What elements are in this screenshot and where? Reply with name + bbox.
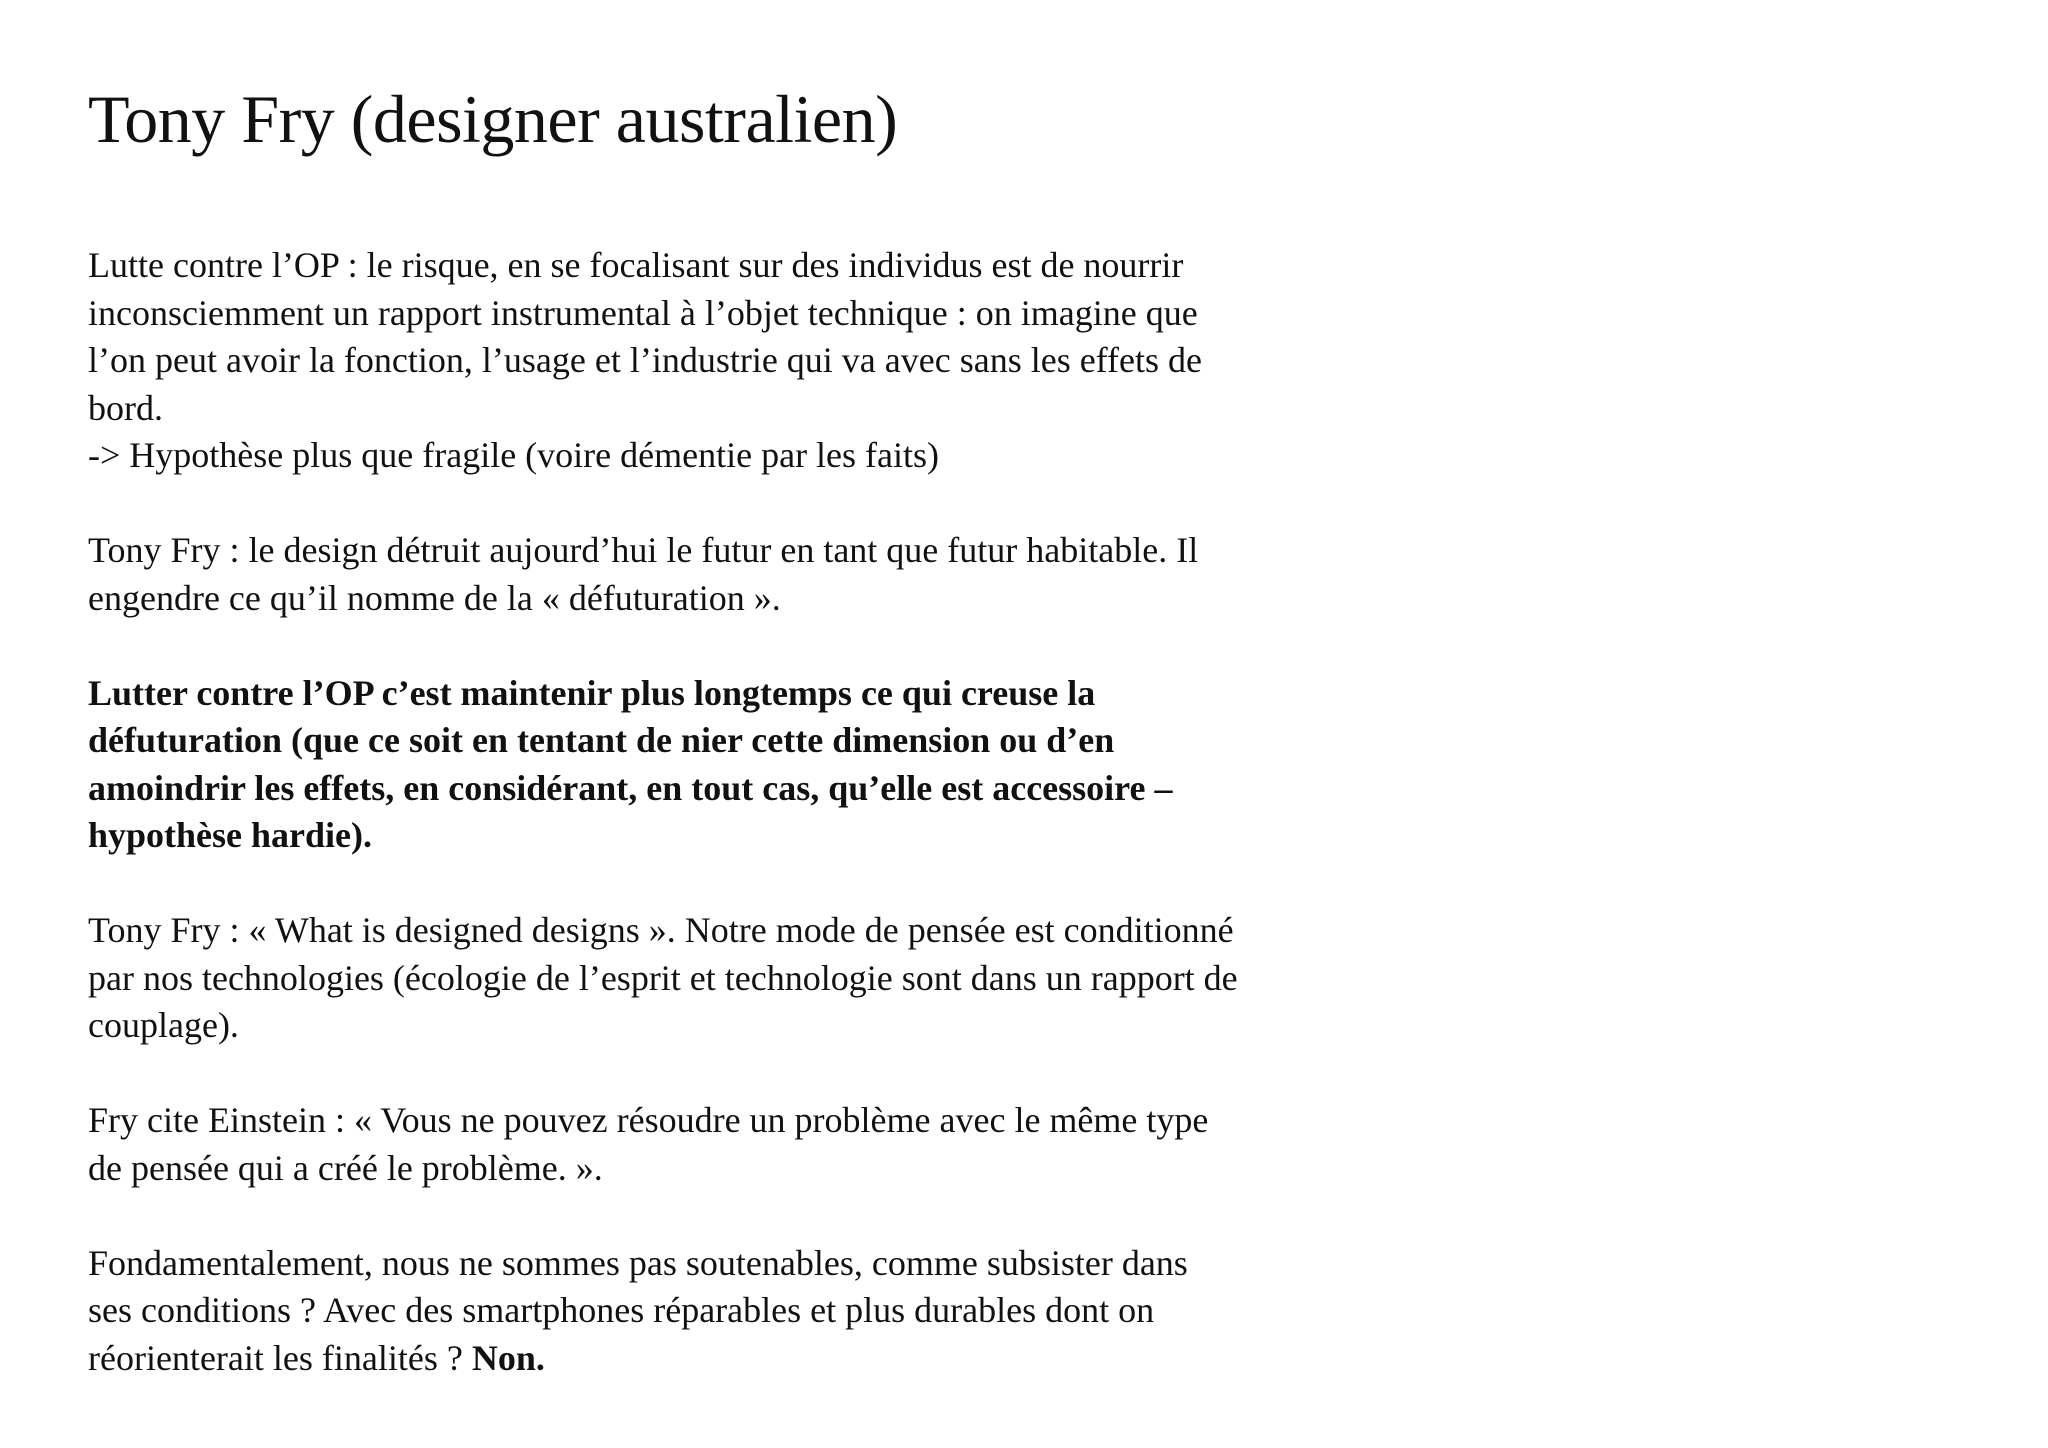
text-line: Fondamentalement, nous ne sommes pas soutenables, comme subsister dans [88,1242,1188,1283]
emphasis-answer: Non. [471,1337,545,1378]
text-line-with-emphasis [88,1335,1378,1383]
text-line: hypothèse hardie). [88,815,373,855]
text-line: Lutter contre l’OP c’est maintenir plus longtemps ce qui creuse la [88,672,1096,713]
text-line: inconsciemment un rapport instrumental à l’objet technique : on imagine que [88,292,1198,333]
text-line: réorienterait les finalités ? [88,1337,463,1378]
text-line: engendre ce qu’il nomme de la « défuturation ». [88,577,781,618]
page-title: Tony Fry (designer australien) [88,81,898,157]
text-line: Lutte contre l’OP : le risque, en se focalisant sur des individus est de nourrir [88,245,1184,285]
text-line: par nos technologies (écologie de l’esprit et technologie sont dans un rapport de [88,957,1238,998]
text-line: de pensée qui a créé le problème. ». [88,1147,603,1188]
document-body [88,242,1378,1382]
text-line: couplage). [88,1005,239,1045]
document-page [88,78,1378,1430]
paragraph-bold-thesis [88,670,1378,860]
text-line: Tony Fry : le design détruit aujourd’hui le futur en tant que futur habitable. Il [88,530,1199,570]
text-line: amoindrir les effets, en considérant, en tout cas, qu’elle est accessoire – [88,767,1173,808]
paragraph-defuturation [88,527,1378,622]
text-line: ses conditions ? Avec des smartphones réparables et plus durables dont on [88,1290,1155,1330]
text-line: Tony Fry : « What is designed designs ». Notre mode de pensée est conditionné [88,910,1234,950]
paragraph-einstein-quote [88,1097,1378,1192]
paragraph-designed-designs [88,907,1378,1050]
text-line: -> Hypothèse plus que fragile (voire démentie par les faits) [88,435,940,475]
paragraph-obsolescence-risk [88,242,1378,480]
text-line: Fry cite Einstein : « Vous ne pouvez résoudre un problème avec le même type [88,1100,1209,1140]
text-line: défuturation (que ce soit en tentant de nier cette dimension ou d’en [88,720,1115,760]
paragraph-conclusion [88,1240,1378,1383]
text-line: bord. [88,387,163,428]
text-line: l’on peut avoir la fonction, l’usage et l’industrie qui va avec sans les effets de [88,340,1202,380]
